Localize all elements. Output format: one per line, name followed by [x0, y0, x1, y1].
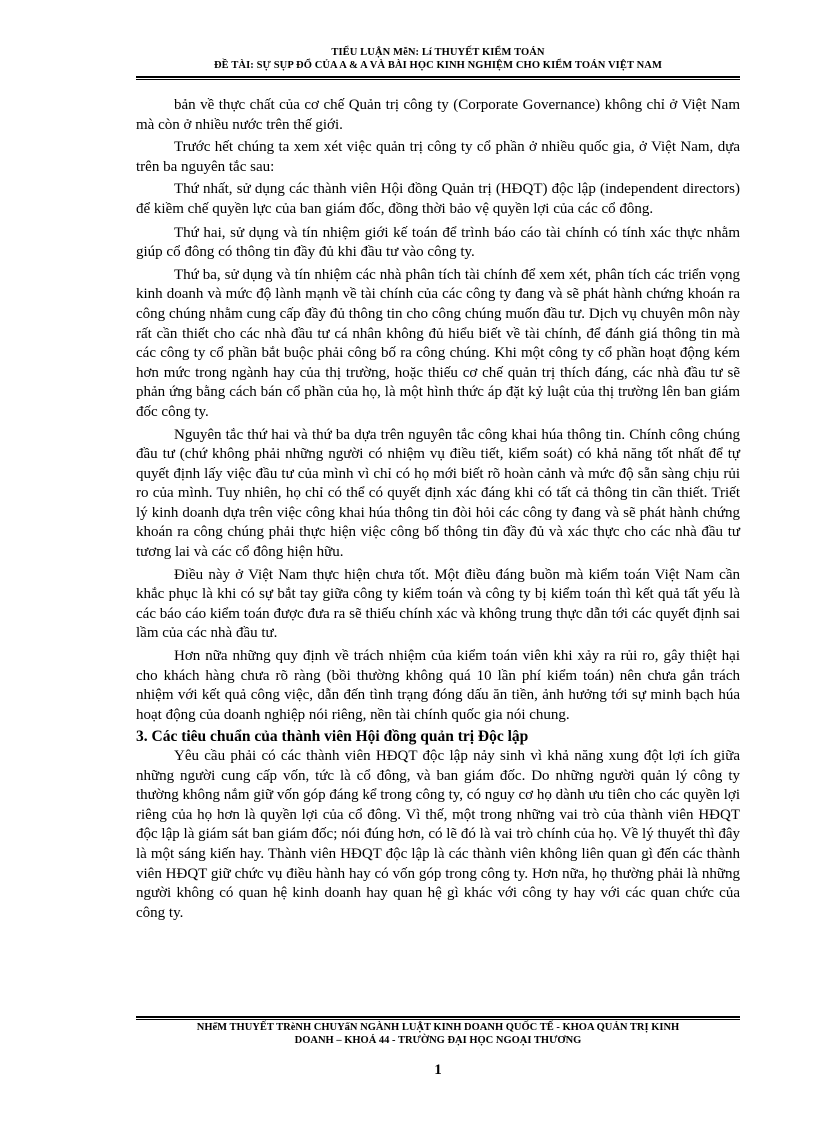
header-rule [136, 76, 740, 78]
paragraph-independent-directors: Yêu cầu phải có các thành viên HĐQT độc lập nảy sinh vì khả năng xung đột lợi ích giữa những người cung cấp vốn, tức là cổ đông, và ban giám đốc. Do những người quản lý công ty thường không nắm giữ vốn góp đáng kể trong công ty, có nguy cơ họ dành ưu tiên cho các quyền lợi riêng của họ hơn là quyền lợi của cổ đông. Vì thế, một trong những vai trò của thành viên HĐQT độc lập là giám sát ban giám đốc; nói đúng hơn, có lẽ đó là vai trò chính của họ. Về lý thuyết thì đây là một sáng kiến hay. Thành viên HĐQT độc lập là các thành viên không liên quan gì đến các thành viên HĐQT giữ chức vụ điều hành hay có vốn góp trong công ty. Hơn nữa, họ thường phải là những người không có quan hệ kinh doanh hay quan hệ gì khác với công ty hay với các quan chức của công ty. [136, 748, 740, 921]
header-topic-title: ĐỀ TÀI: SỰ SỤP ĐỔ CỦA A & A VÀ BÀI HỌC KINH NGHIỆM CHO KIỂM TOÁN VIỆT NAM [214, 60, 662, 71]
paragraph-principle-three: Thứ ba, sử dụng và tín nhiệm các nhà phân tích tài chính để xem xét, phân tích các triển vọng kinh doanh và mức độ lành mạnh về tài chính của các công ty đang và sẽ phát hành chứng khoán ra công chúng nhằm cung cấp đầy đủ thông tin cho công chúng muốn đầu tư. Dịch vụ chuyên môn này rất cần thiết cho các nhà đầu tư cá nhân không đủ hiểu biết về tài chính, để đánh giá thông tin mà các công ty cổ phần bắt buộc phải công bố ra công chúng. Khi một công ty cổ phần hoạt động kém hơn mức trong ngành hay của thị trường, hoặc thiếu cơ chế quản trị thích đáng, các nhà đầu tư sẽ phản ứng bằng cách bán cổ phần của họ, là một hình thức áp đặt kỷ luật của thị trường lên ban giám đốc công ty. [136, 266, 740, 420]
footer-school-line: DOANH – KHOÁ 44 - TRƯỜNG ĐẠI HỌC NGOẠI THƯƠNG [294, 1035, 582, 1046]
header-rule-thin [136, 79, 740, 80]
page-footer [136, 1021, 740, 1047]
paragraph-principle-one: Thứ nhất, sử dụng các thành viên Hội đồng Quản trị (HĐQT) độc lập (independent directors) để kiềm chế quyền lực của ban giám đốc, đồng thời bảo vệ quyền lợi của các cổ đông. [136, 181, 740, 217]
document-body [136, 96, 740, 923]
paragraph-intro-principles: Trước hết chúng ta xem xét việc quản trị công ty cổ phần ở nhiều quốc gia, ở Việt Nam, dựa trên ba nguyên tắc sau: [136, 139, 740, 175]
header-course-title: TIỂU LUẬN MễN: Lí THUYẾT KIỂM TOÁN [331, 47, 545, 58]
paragraph-continuation: bản về thực chất của cơ chế Quản trị công ty (Corporate Governance) không chỉ ở Việt Nam mà còn ở nhiều nước trên thế giới. [136, 97, 740, 133]
footer-rule [136, 1016, 740, 1018]
paragraph-auditor-liability: Hơn nữa những quy định về trách nhiệm của kiểm toán viên khi xảy ra rủi ro, gây thiệt hại cho khách hàng chưa rõ ràng (bồi thường không quá 10 lần phí kiểm toán) nên chưa gắn trách nhiệm với kết quả công việc, dẫn đến tình trạng đóng dấu ăn tiền, ảnh hưởng tới sự minh bạch húa hoạt động của doanh nghiệp nói riêng, nền tài chính quốc gia nói chung. [136, 648, 740, 723]
footer-group-line: NHểM THUYẾT TRèNH CHUYấN NGÀNH LUẬT KINH DOANH QUỐC TẾ - KHOA QUẢN TRỊ KINH [196, 1022, 680, 1033]
page-number: 1 [434, 1062, 442, 1078]
paragraph-principle-two: Thứ hai, sử dụng và tín nhiệm giới kế toán để trình báo cáo tài chính có tính xác thực nhằm giúp cổ đông có thông tin đầy đủ khi đầu tư vào công ty. [136, 224, 740, 261]
paragraph-vietnam-issue: Điều này ở Việt Nam thực hiện chưa tốt. Một điều đáng buồn mà kiểm toán Việt Nam cần khắc phục là khi có sự bắt tay giữa công ty kiểm toán và công ty bị kiểm toán thì kết quả tất yếu là các báo cáo kiểm toán được đưa ra sẽ thiếu chính xác và không trung thực dẫn tới các quyết định sai lầm của các nhà đầu tư. [136, 566, 740, 642]
page-header [136, 46, 740, 72]
paragraph-disclosure: Nguyên tắc thứ hai và thứ ba dựa trên nguyên tắc công khai húa thông tin. Chính công chúng đầu tư (chứ không phải những người có nhiệm vụ điều tiết, kiểm soát) có khả năng tốt nhất để tự quyết định lấy việc đầu tư của mình vì chỉ có họ mới biết rõ hoàn cảnh và mức độ sẵn sàng chịu rủi ro của mình. Tuy nhiên, họ chỉ có thể có quyết định xác đáng khi có tất cả thông tin cần thiết. Triết lý kinh doanh dựa trên việc công khai húa thông tin đòi hỏi các công ty đang và sẽ phát hành chứng khoán ra công chúng phải thực hiện việc công bố thông tin đầy đủ và xác thực cho các nhà đầu tư tương lai và các cổ đông hiện hữu. [136, 426, 740, 561]
section-heading: 3. Các tiêu chuẩn của thành viên Hội đồng quản trị Độc lập [136, 728, 529, 746]
footer-rule-thin [136, 1019, 740, 1020]
